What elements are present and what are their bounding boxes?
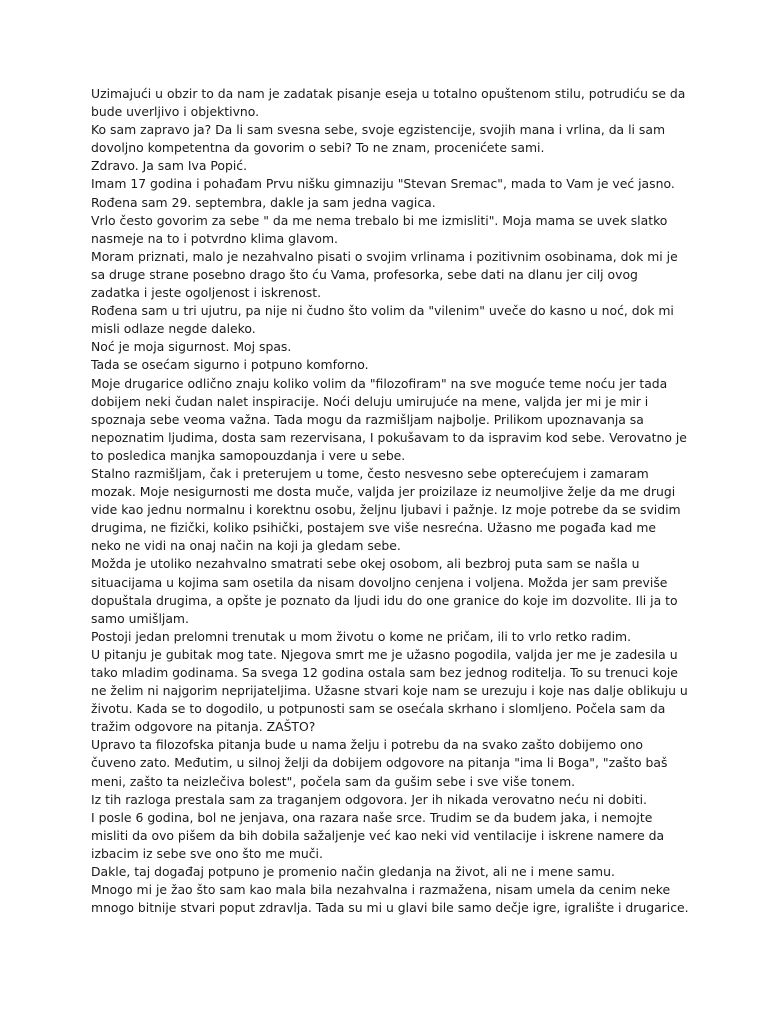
paragraph-intro: Uzimajući u obzir to da nam je zadatak pisanje eseja u totalno opuštenom stilu, potrudiću se da bude uverljivo i objektivno. — [91, 86, 686, 120]
essay-body — [91, 85, 689, 917]
paragraph-friends: Moje drugarice odlično znaju koliko volim da "filozofiram" na sve moguće teme noću jer tada dobijem neki čudan nalet inspiracije. Noći deluju umirujuće na mene, valjda jer mi je mir i spoznaja sebe veoma važna. Tada mogu da razmišljam najbolje. Prilikom upoznavanja sa nepoznatim ljudima, dosta sam rezervisana, I pokušavam to da ispravim kod sebe. Verovatno je to posledica manjka samopouzdanja i vere u sebe. — [91, 375, 687, 463]
paragraph-philosophical-questions: Upravo ta filozofska pitanja bude u nama želju i potrebu da na svako zašto dobijemo ono čuveno zato. Međutim, u silnoj želji da dobijem odgovore na pitanja "ima li Boga", "zašto baš meni, zašto ta neizlečiva bolest", počela sam da gušim sebe i sve više tonem. — [91, 737, 668, 789]
paragraph-turning-point: Postoji jedan prelomni trenutak u mom životu o kome ne pričam, ili to vrlo retko radim. — [91, 628, 632, 644]
paragraph-stopped-searching: Iz tih razloga prestala sam za traganjem odgovora. Jer ih nikada verovatno neću ni dobiti. — [91, 791, 647, 807]
paragraph-overthinking: Stalno razmišljam, čak i preterujem u tome, često nesvesno sebe opterećujem i zamaram mozak. Moje nesigurnosti me dosta muče, valjda jer proizilaze iz neumoljive želje da me drugi vide kao jednu normalnu i korektnu osobu, željnu ljubavi i pažnje. Iz moje potrebe da se svidim drugima, ne fizički, koliko psihički, postajem sve više nesrećna. Užasno me pogađa kad me neko ne vidi na onaj način na koji ja gledam sebe. — [91, 465, 681, 554]
paragraph-born-at-night: Rođena sam u tri ujutru, pa nije ni čudno što volim da "vilenim" uveče do kasno u noć, dok mi misli odlaze negde daleko. — [91, 303, 674, 337]
paragraph-virtues: Moram priznati, malo je nezahvalno pisati o svojim vrlinama i pozitivnim osobinama, dok mi je sa druge strane posebno drago što ću Vama, profesorka, sebe dati na dlanu jer cilj ovog zadatka i jeste ogoljenost i iskrenost. — [91, 248, 678, 301]
paragraph-regret: Mnogo mi je žao što sam kao mala bila nezahvalna i razmažena, nisam umela da cenim neke mnogo bitnije stvari poput zdravlja. Tada su mi u glavi bile samo dečje igre, igralište i drugarice. — [91, 882, 689, 916]
paragraph-appreciation: Možda je utoliko nezahvalno smatrati sebe okej osobom, ali bezbroj puta sam se našla u situacijama u kojima sam osetila da nisam dovoljno cenjena i voljena. Možda jer sam previše dopuštala drugima, a opšte je poznato da ljudi idu do one granice do koje im dozvolite. Ili ja to samo umišljam. — [91, 556, 678, 626]
paragraph-loss: U pitanju je gubitak mog tate. Njegova smrt me je užasno pogodila, valjda jer me je zadesila u tako mladim godinama. Sa svega 12 godina ostala sam bez jednog roditelja. To su trenuci koje ne želim ni najgorim neprijateljima. Užasne stvari koje nam se urezuju i koje nas dalje oblikuju u životu. Kada se to dogodilo, u potpunosti sam se osećala skrhano i slomljeno. Počela sam da tražim odgovore na pitanja. ZAŠTO? — [91, 646, 688, 735]
paragraph-who-am-i: Ko sam zapravo ja? Da li sam svesna sebe, svoje egzistencije, svojih mana i vrlina, da li sam dovoljno kompetentna da govorim o sebi? To ne znam, procenićete sami. — [91, 122, 666, 156]
paragraph-greeting: Zdravo. Ja sam Iva Popić. — [91, 158, 248, 174]
paragraph-quote: Vrlo često govorim za sebe " da me nema trebalo bi me izmisliti". Moja mama se uvek slatko nasmeje na to i potvrdno klima glavom. — [91, 212, 668, 246]
paragraph-six-years: I posle 6 godina, bol ne jenjava, ona razara naše srce. Trudim se da budem jaka, i nemojte misliti da ovo pišem da bih dobila sažaljenje već kao neki vid ventilacije i iskrene namere da izbacim iz sebe sve ono što me muči. — [91, 809, 665, 861]
paragraph-comfort: Tada se osećam sigurno i potpuno komforno. — [91, 357, 369, 373]
paragraph-birthday: Rođena sam 29. septembra, dakle ja sam jedna vagica. — [91, 194, 436, 210]
paragraph-night-safety: Noć je moja sigurnost. Moj spas. — [91, 339, 292, 355]
paragraph-age-school: Imam 17 godina i pohađam Prvu nišku gimnaziju "Stevan Sremac", mada to Vam je već jasno. — [91, 176, 675, 192]
paragraph-changed-view: Dakle, taj događaj potpuno je promenio način gledanja na život, ali ne i mene samu. — [91, 864, 615, 880]
